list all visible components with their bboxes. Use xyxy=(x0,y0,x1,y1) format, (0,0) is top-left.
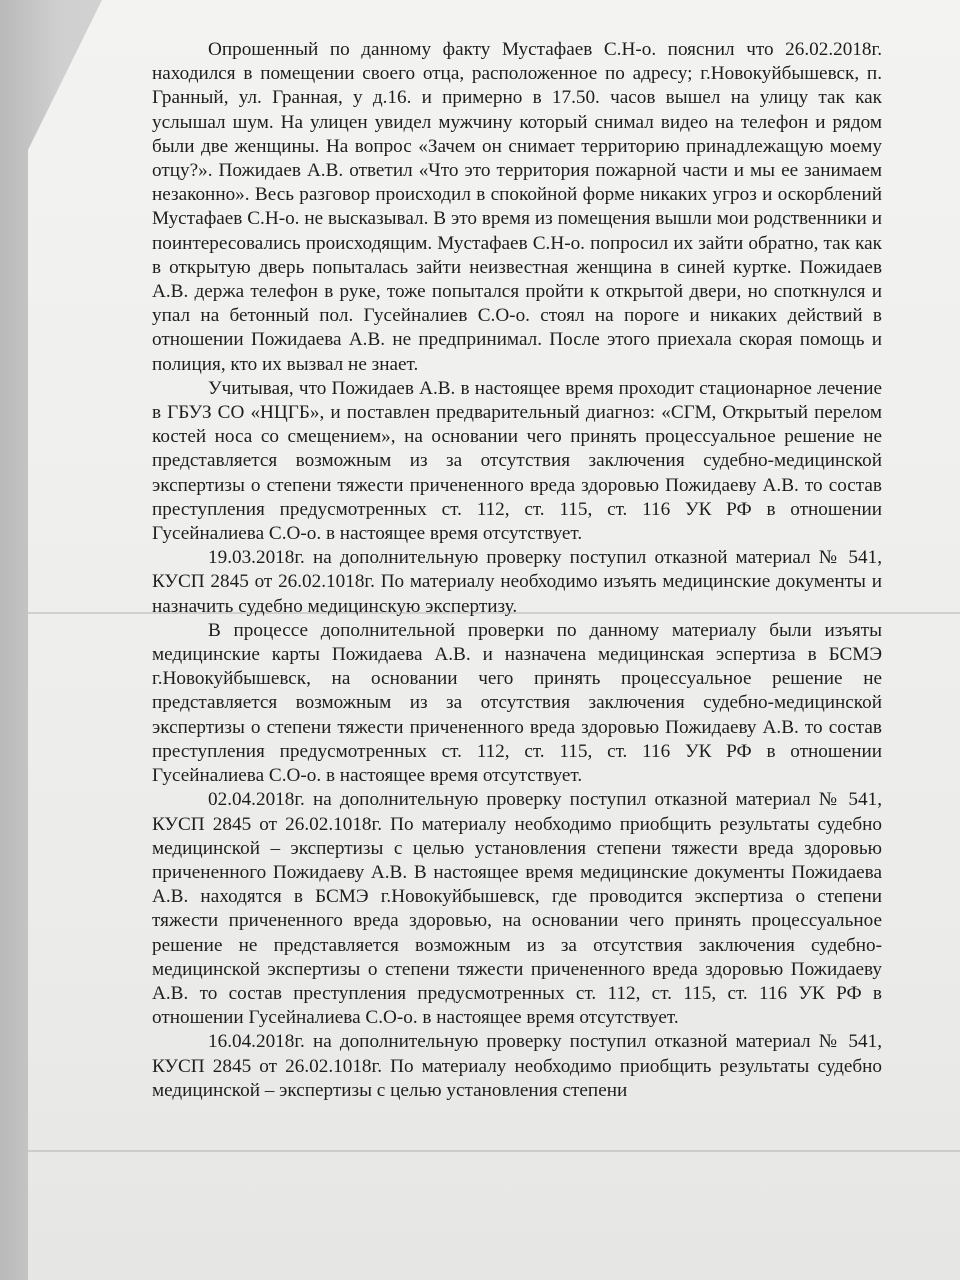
paragraph-testimony: Опрошенный по данному факту Мустафаев С.Н-о. пояснил что 26.02.2018г. находился в помещении своего отца, расположенное по адресу; г.Новокуйбышевск, п. Гранный, ул. Гранная, у д.16. и примерно в 17.50. часов вышел на улицу так как услышал шум. На улицен увидел мужчину который снимал видео на телефон и рядом были две женщины. На вопрос «Зачем он снимает территорию принадлежащую моему отцу?». Пожидаев А.В. ответил «Что это территория пожарной части и мы ее занимаем незаконно». Весь разговор происходил в спокойной форме никаких угроз и оскорблений Мустафаев С.Н-о. не высказывал. В это время из помещения вышли мои родственники и поинтересовались происходящим. Мустафаев С.Н-о. попросил их зайти обратно, так как в открытую дверь попыталась зайти неизвестная женщина в синей куртке. Пожидаев А.В. держа телефон в руке, тоже попытался пройти к открытой двери, но споткнулся и упал на бетонный пол. Гусейналиев С.О-о. стоял на пороге и никаких действий в отношении Пожидаева А.В. не предпринимал. После этого приехала скорая помощь и полиция, кто их вызвал не знает. xyxy=(152,39,882,375)
paper-fold-line xyxy=(28,1150,960,1152)
document-body xyxy=(152,38,882,1103)
paragraph-review-02-04: 02.04.2018г. на дополнительную проверку поступил отказной материал № 541, КУСП 2845 от 26.02.1018г. По материалу необходимо приобщить результаты судебно медицинской – экспертизы с целью установления степени тяжести вреда здоровью причененного Пожидаеву А.В. В настоящее время медицинские документы Пожидаева А.В. находятся в БСМЭ г.Новокуйбышевск, где проводится экспертиза о степени тяжести причененного вреда здоровью, на основании чего принять процессуальное решение не представляется возможным из за отсутствия заключения судебно-медицинской экспертизы о степени тяжести причененного вреда здоровью Пожидаеву А.В. то состав преступления предусмотренных ст. 112, ст. 115, ст. 116 УК РФ в отношении Гусейналиева С.О-о. в настоящее время отсутствует. xyxy=(152,789,882,1029)
paragraph-review-16-04: 16.04.2018г. на дополнительную проверку поступил отказной материал № 541, КУСП 2845 от 26.02.1018г. По материалу необходимо приобщить результаты судебно медицинской – экспертизы с целью установления степени xyxy=(152,1031,882,1101)
paragraph-additional-check: В процессе дополнительной проверки по данному материалу были изъяты медицинские карты Пожидаева А.В. и назначена медицинская эспертиза в БСМЭ г.Новокуйбышевск, на основании чего принять процессуальное решение не представляется возможным из за отсутствия заключения судебно-медицинской экспертизы о степени тяжести причененного вреда здоровью Пожидаеву А.В. то состав преступления предусмотренных ст. 112, ст. 115, ст. 116 УК РФ в отношении Гусейналиева С.О-о. в настоящее время отсутствует. xyxy=(152,619,882,787)
paragraph-diagnosis: Учитывая, что Пожидаев А.В. в настоящее время проходит стационарное лечение в ГБУЗ СО «НЦГБ», и поставлен предварительный диагноз: «СГМ, Открытый перелом костей носа со смещением», на основании чего принять процессуальное решение не представляется возможным из за отсутствия заключения судебно-медицинской экспертизы о степени тяжести причененного вреда здоровью Пожидаеву А.В. то состав преступления предусмотренных ст. 112, ст. 115, ст. 116 УК РФ в отношении Гусейналиева С.О-о. в настоящее время отсутствует. xyxy=(152,377,882,545)
paragraph-review-19-03: 19.03.2018г. на дополнительную проверку поступил отказной материал № 541, КУСП 2845 от 26.02.1018г. По материалу необходимо изъять медицинские документы и назначить судебно медицинскую экспертизу. xyxy=(152,547,882,617)
